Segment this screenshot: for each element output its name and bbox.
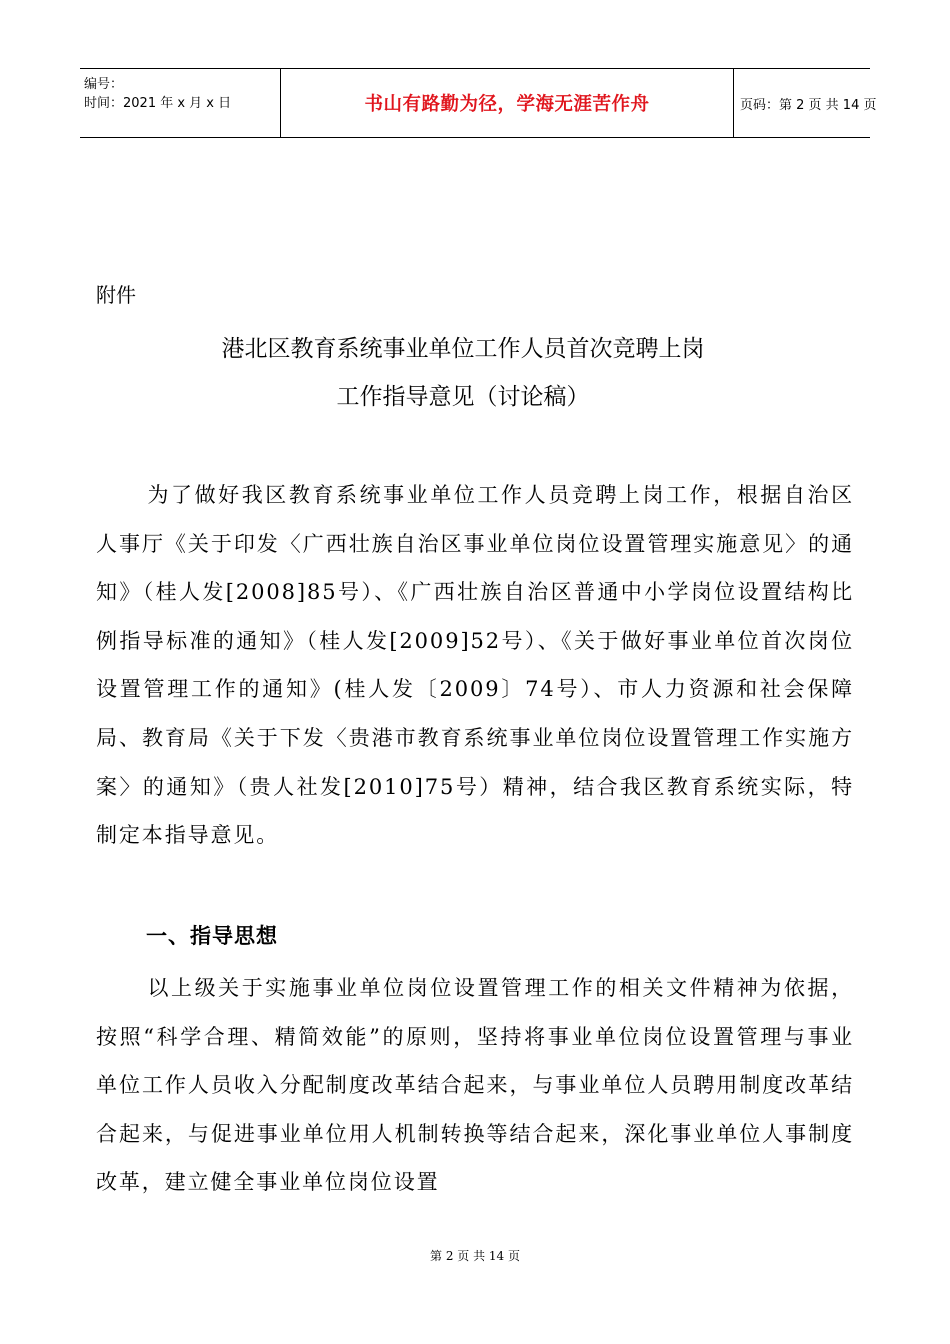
number-label: 编号：	[84, 77, 124, 92]
section-heading: 一、指导思想	[146, 924, 278, 948]
document-title-line2: 工作指导意见（讨论稿）	[336, 384, 590, 410]
time-label: 时间：2021 年 x 月 x 日	[84, 96, 232, 111]
header-page-info: 页码：第 2 页 共 14 页	[740, 97, 877, 113]
page-header	[80, 68, 877, 138]
document-title-line1: 港北区教育系统事业单位工作人员首次竞聘上岗	[221, 336, 705, 362]
attachment-label: 附件	[96, 283, 136, 307]
page-footer: 第 2 页 共 14 页	[430, 1249, 520, 1263]
section-paragraph: 以上级关于实施事业单位岗位设置管理工作的相关文件精神为依据，按照“科学合理、精简效能”的原则，坚持将事业单位岗位设置管理与事业单位工作人员收入分配制度改革结合起来，与事业单位人员聘用制度改革结合起来，与促进事业单位用人机制转换等结合起来，深化事业单位人事制度改革，建立健全事业单位岗位设置	[96, 976, 854, 1195]
intro-paragraph: 为了做好我区教育系统事业单位工作人员竞聘上岗工作，根据自治区人事厅《关于印发〈广西壮族自治区事业单位岗位设置管理实施意见〉的通知》（桂人发[2008]85号）、《广西壮族自治区普通中小学岗位设置结构比例指导标准的通知》（桂人发[2009]52号）、《关于做好事业单位首次岗位设置管理工作的通知》(桂人发〔2009〕74号）、市人力资源和社会保障局、教育局《关于下发〈贵港市教育系统事业单位岗位设置管理工作实施方案〉的通知》（贵人社发[2010]75号）精神，结合我区教育系统实际，特制定本指导意见。	[96, 483, 854, 848]
header-motto-cell	[280, 69, 734, 137]
header-motto: 书山有路勤为径，学海无涯苦作舟	[364, 94, 650, 115]
header-meta	[80, 69, 280, 137]
